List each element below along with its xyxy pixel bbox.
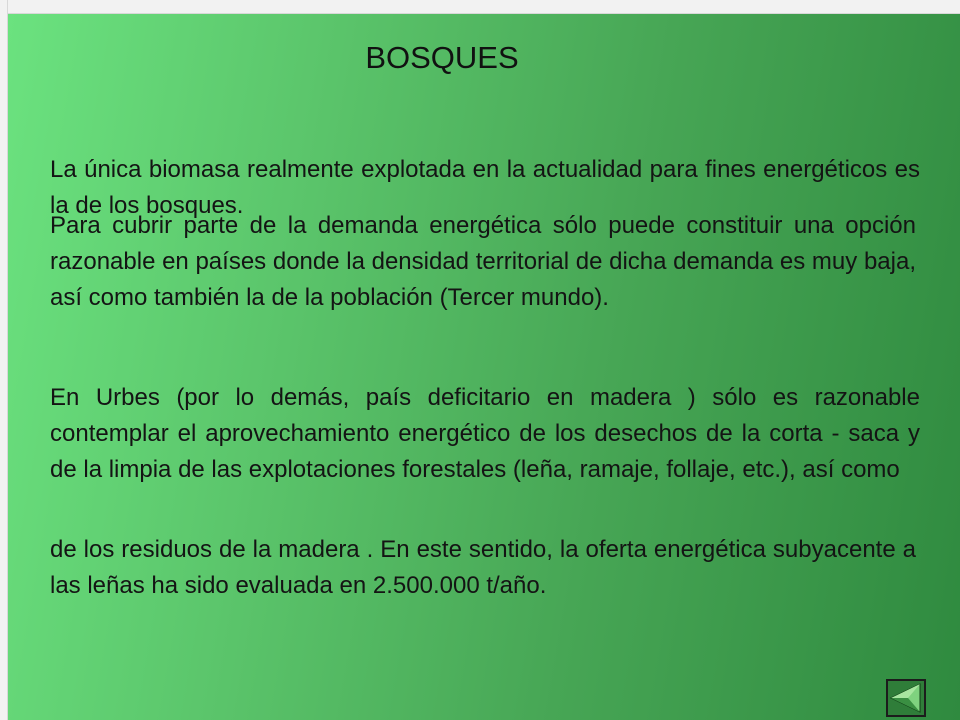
- back-button[interactable]: [886, 679, 926, 717]
- window-left-edge: [0, 0, 8, 720]
- paragraph-biomasa: La única biomasa realmente explotada en la actualidad para fines energéticos es la de los bosques.: [50, 156, 920, 219]
- window-top-edge: [0, 0, 960, 14]
- slide-title: BOSQUES: [365, 40, 519, 75]
- back-arrow-icon: [888, 681, 924, 715]
- paragraph-demanda: Para cubrir parte de la demanda energética sólo puede constituir una opción razonable en países donde la densidad territorial de dicha demanda es muy baja, así como también la de la población (Tercer mundo).: [50, 212, 916, 311]
- paragraph-urbes: En Urbes (por lo demás, país deficitario en madera ) sólo es razonable contemplar el aprovechamiento energético de los desechos de la corta - saca y de la limpia de las explotaciones forestales (leña, ramaje, follaje, etc.), así como: [50, 384, 920, 483]
- slide-background: [8, 14, 960, 720]
- paragraph-residuos: de los residuos de la madera . En este sentido, la oferta energética subyacente a las leñas ha sido evaluada en 2.500.000 t/año.: [50, 536, 916, 599]
